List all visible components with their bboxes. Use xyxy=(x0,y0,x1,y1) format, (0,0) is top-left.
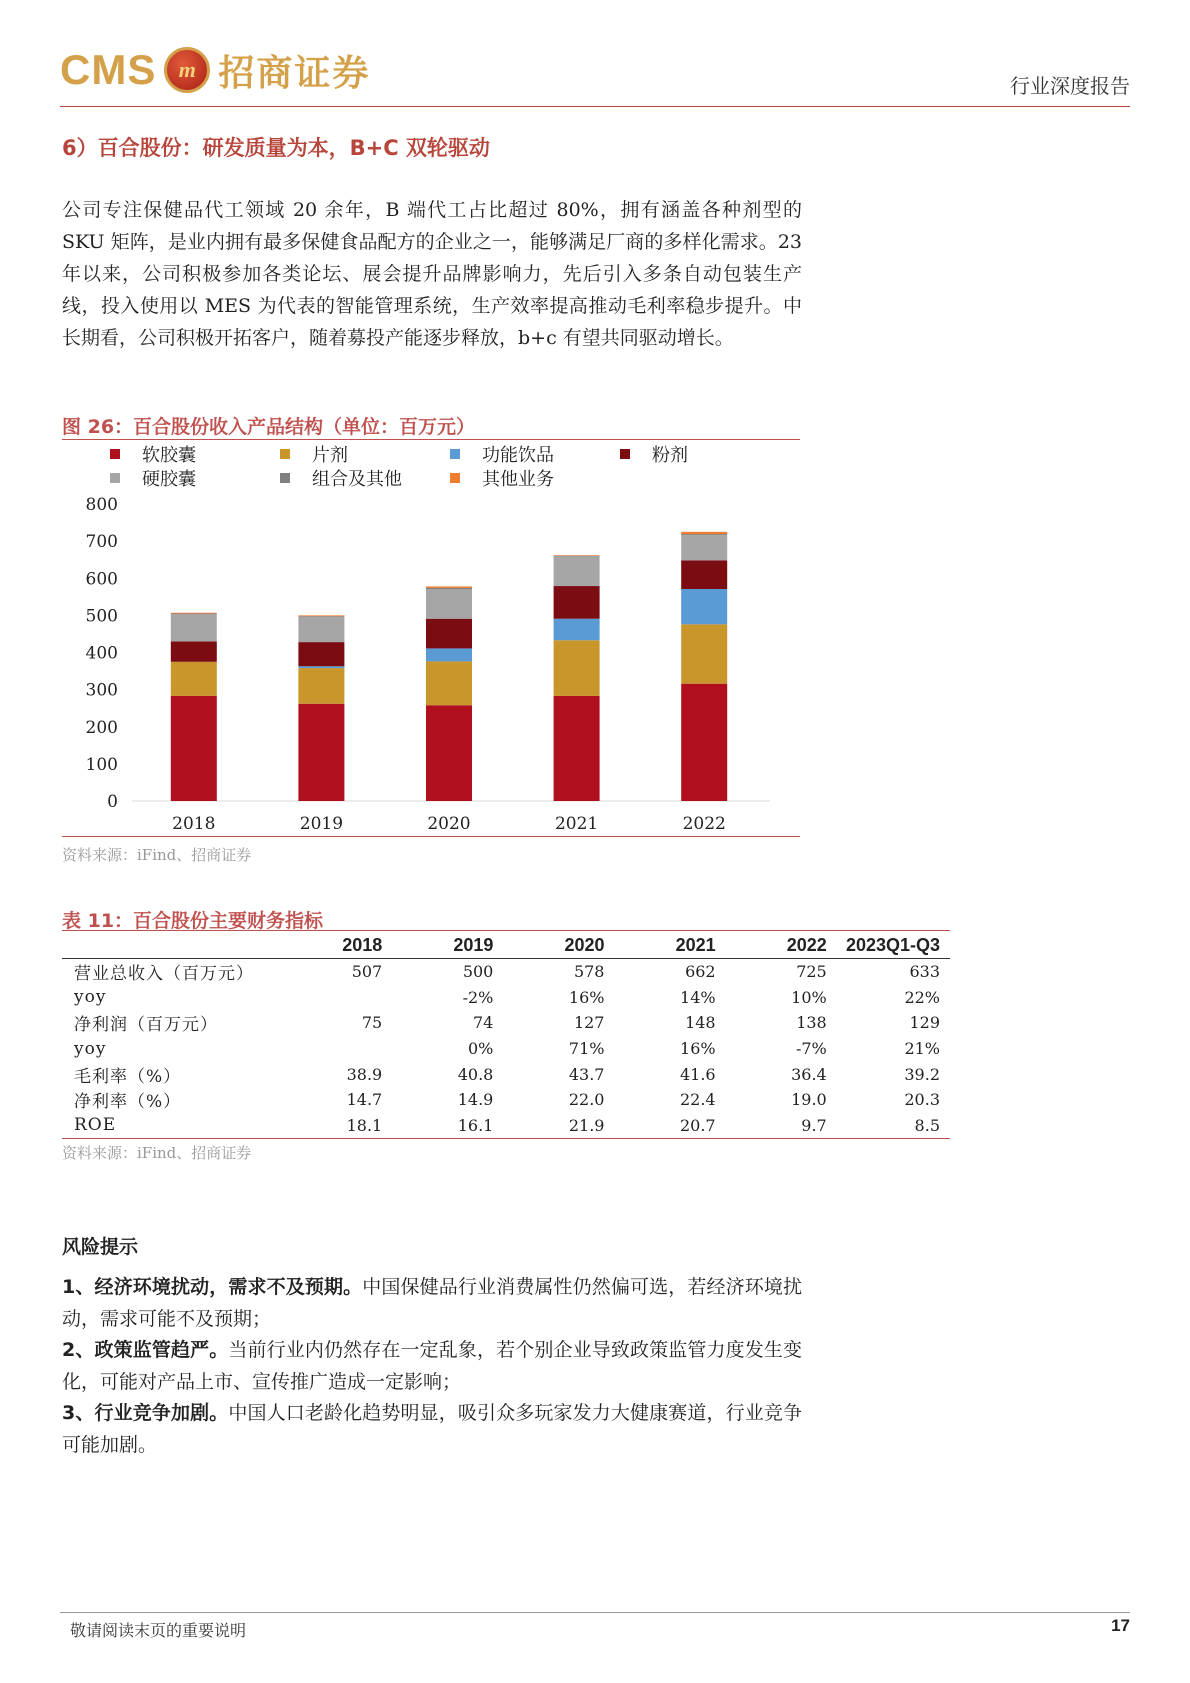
y-tick-label: 800 xyxy=(85,495,118,515)
risk-item xyxy=(62,1398,802,1461)
table-row xyxy=(62,1087,950,1113)
table-cell: 22.0 xyxy=(568,1090,605,1110)
table-cell: 662 xyxy=(685,962,716,982)
table-cell: 16% xyxy=(680,1039,716,1059)
table-cell: 129 xyxy=(909,1013,940,1033)
table-cell xyxy=(281,1036,392,1062)
risk-item xyxy=(62,1272,802,1335)
legend-item xyxy=(110,443,280,465)
legend-label: 硬胶囊 xyxy=(142,469,196,490)
bar-segment xyxy=(681,535,727,560)
bar-segment xyxy=(681,589,727,624)
risk-item-body: 中国保健品行业消费属性仍然偏可选，若经济环境扰动，需求可能不及预期； xyxy=(62,1276,802,1330)
table-header-cell: 2020 xyxy=(503,932,614,959)
y-tick-label: 0 xyxy=(107,792,118,812)
risk-list xyxy=(62,1272,802,1461)
bar-segment xyxy=(426,589,472,619)
table-cell: 507 xyxy=(351,962,383,982)
legend-item xyxy=(450,443,620,465)
table-cell: 41.6 xyxy=(679,1064,716,1084)
x-tick-label: 2021 xyxy=(554,814,599,834)
risk-item-body: 当前行业内仍然存在一定乱象，若个别企业导致政策监管力度发生变化，可能对产品上市、宣传推广造成一定影响； xyxy=(62,1339,802,1393)
table-source: 资料来源：iFind、招商证券 xyxy=(62,1144,252,1162)
table-row xyxy=(62,1113,950,1139)
table-cell: 0% xyxy=(467,1039,494,1059)
table-cell xyxy=(281,985,392,1011)
table-cell: 75 xyxy=(361,1013,383,1033)
bar-segment xyxy=(554,556,600,586)
legend-swatch xyxy=(280,473,290,483)
bar-segment xyxy=(426,586,472,587)
bar-segment xyxy=(298,616,344,617)
table-cell: 22.4 xyxy=(679,1090,716,1110)
legend-swatch xyxy=(450,449,460,459)
legend-label: 片剂 xyxy=(312,445,348,466)
legend-item xyxy=(450,467,620,489)
table-cell: -2% xyxy=(462,987,494,1007)
table-cell: 20.7 xyxy=(614,1113,725,1139)
table-cell: 38.9 xyxy=(346,1064,383,1084)
risk-item-body: 中国人口老龄化趋势明显，吸引众多玩家发力大健康赛道，行业竞争可能加剧。 xyxy=(62,1402,802,1456)
bar-segment xyxy=(171,696,217,801)
table-row xyxy=(62,985,950,1011)
row-label: yoy xyxy=(74,1038,107,1059)
bar-segment xyxy=(681,560,727,589)
table-cell: 10% xyxy=(791,987,827,1007)
table-cell: 74 xyxy=(473,1013,494,1033)
table-cell: 14.7 xyxy=(346,1090,383,1110)
report-type: 行业深度报告 xyxy=(1010,74,1130,98)
stacked-bar-chart xyxy=(62,490,782,835)
bar-segment xyxy=(681,532,727,534)
bar-segment xyxy=(171,614,217,615)
bar-segment xyxy=(554,619,600,641)
bar-segment xyxy=(554,586,600,619)
table-cell: 16.1 xyxy=(392,1113,503,1139)
table-header-cell: 2019 xyxy=(392,932,503,959)
risk-title: 风险提示 xyxy=(62,1236,139,1258)
table-top-rule xyxy=(62,930,950,931)
table-cell: 18.1 xyxy=(281,1113,392,1139)
bar-segment xyxy=(554,555,600,556)
bar-segment xyxy=(554,696,600,801)
y-tick-label: 700 xyxy=(85,532,118,553)
table-cell: 71% xyxy=(568,1039,605,1059)
logo-emblem-icon: m xyxy=(164,47,210,93)
table-cell: 14% xyxy=(680,987,716,1007)
company-logo xyxy=(60,44,370,96)
y-tick-label: 500 xyxy=(85,606,118,627)
table-cell: 21% xyxy=(904,1039,940,1059)
table-cell: 8.5 xyxy=(837,1113,950,1139)
table-cell: 22% xyxy=(904,987,940,1007)
row-label: 毛利率（%） xyxy=(74,1066,182,1087)
section-paragraph: 公司专注保健品代工领域 20 余年，B 端代工占比超过 80%，拥有涵盖各种剂型的 SKU 矩阵，是业内拥有最多保健食品配方的企业之一，能够满足厂商的多样化需求。23 年以来，公司积极参加各类论坛、展会提升品牌影响力，先后引入多条自动包装生产线，投入使用以 MES 为代表的智能管理系统，生产效率提高推动毛利率稳步提升。中长期看，公司积极开拓客户，随着募投产能逐步释放，b+c 有望共同驱动增长。 xyxy=(62,199,802,349)
legend-swatch xyxy=(110,473,120,483)
bar-segment xyxy=(554,640,600,696)
table-cell: 14.9 xyxy=(457,1090,494,1110)
table-cell: 633 xyxy=(909,962,940,982)
legend-label: 其他业务 xyxy=(482,469,554,490)
bar-segment xyxy=(171,662,217,696)
legend-label: 软胶囊 xyxy=(142,445,196,466)
figure-bottom-rule xyxy=(62,836,800,837)
table-cell: 138 xyxy=(796,1013,827,1033)
section-title: 6）百合股份：研发质量为本，B+C 双轮驱动 xyxy=(62,136,490,160)
bar-segment xyxy=(298,668,344,704)
table-cell: 20.3 xyxy=(904,1090,940,1110)
logo-text-cn: 招商证券 xyxy=(218,52,371,94)
table-cell: 127 xyxy=(573,1013,605,1033)
table-cell: 19.0 xyxy=(791,1090,827,1110)
table-cell: 36.4 xyxy=(791,1064,827,1084)
legend-label: 组合及其他 xyxy=(312,469,402,490)
bar-segment xyxy=(298,617,344,642)
table-row xyxy=(62,1010,950,1036)
page-number: 17 xyxy=(1111,1616,1130,1635)
bar-segment xyxy=(426,648,472,661)
table-cell: 39.2 xyxy=(904,1064,940,1084)
table-cell: 500 xyxy=(462,962,494,982)
table-row xyxy=(62,1036,950,1062)
table-cell: 16% xyxy=(568,987,605,1007)
table-cell: 21.9 xyxy=(503,1113,614,1139)
table-cell: -7% xyxy=(795,1039,827,1059)
bar-segment xyxy=(298,704,344,801)
row-label: yoy xyxy=(74,987,107,1008)
table-cell: 40.8 xyxy=(457,1064,494,1084)
bar-segment xyxy=(298,642,344,666)
table-header-cell xyxy=(62,932,281,959)
x-tick-label: 2020 xyxy=(427,814,471,834)
bar-segment xyxy=(426,588,472,589)
footer-divider xyxy=(60,1612,1130,1613)
legend-swatch xyxy=(280,449,290,459)
legend-label: 粉剂 xyxy=(652,445,688,466)
table-header-cell: 2018 xyxy=(281,932,392,959)
table-header-cell: 2023Q1-Q3 xyxy=(837,932,950,959)
figure-top-rule xyxy=(62,439,800,440)
row-label: ROE xyxy=(62,1113,281,1139)
logo-text-en: CMS xyxy=(60,46,157,93)
table-header-cell: 2021 xyxy=(614,932,725,959)
x-tick-label: 2022 xyxy=(682,814,726,834)
figure-source: 资料来源：iFind、招商证券 xyxy=(62,846,252,864)
figure-title: 图 26：百合股份收入产品结构（单位：百万元） xyxy=(62,416,476,438)
bar-segment xyxy=(298,666,344,668)
bar-segment xyxy=(681,624,727,683)
table-header-cell: 2022 xyxy=(726,932,837,959)
bar-segment xyxy=(171,641,217,661)
bar-segment xyxy=(171,614,217,641)
legend-item xyxy=(280,467,450,489)
legend-item xyxy=(280,443,450,465)
x-tick-label: 2018 xyxy=(172,814,216,834)
y-tick-label: 300 xyxy=(85,680,118,701)
x-tick-label: 2019 xyxy=(299,814,344,834)
legend-label: 功能饮品 xyxy=(482,445,554,466)
financial-table xyxy=(62,932,950,1139)
bar-segment xyxy=(171,613,217,614)
legend-swatch xyxy=(450,473,460,483)
row-label: 净利率（%） xyxy=(74,1092,182,1113)
header-divider xyxy=(60,106,1130,107)
table-cell: 725 xyxy=(796,962,827,982)
table-row xyxy=(62,1061,950,1087)
bar-segment xyxy=(681,684,727,801)
risk-item-head: 1、经济环境扰动，需求不及预期。 xyxy=(62,1276,363,1298)
footer-note: 敬请阅读末页的重要说明 xyxy=(70,1621,247,1640)
legend-swatch xyxy=(110,449,120,459)
table-title: 表 11：百合股份主要财务指标 xyxy=(62,910,324,932)
legend-swatch xyxy=(620,449,630,459)
y-tick-label: 100 xyxy=(85,754,118,775)
y-tick-label: 200 xyxy=(85,717,118,738)
y-tick-label: 400 xyxy=(85,643,118,664)
row-label: 营业总收入（百万元） xyxy=(74,964,254,985)
legend-item xyxy=(620,443,750,465)
risk-item-head: 2、政策监管趋严。 xyxy=(62,1339,229,1361)
risk-item xyxy=(62,1335,802,1398)
chart-legend xyxy=(110,443,750,489)
table-cell: 9.7 xyxy=(726,1113,837,1139)
y-tick-label: 600 xyxy=(85,569,118,590)
risk-item-head: 3、行业竞争加剧。 xyxy=(62,1402,229,1424)
bar-segment xyxy=(426,661,472,705)
table-cell: 43.7 xyxy=(568,1064,605,1084)
bar-segment xyxy=(426,705,472,801)
bar-segment xyxy=(298,615,344,616)
table-row xyxy=(62,959,950,985)
table-cell: 578 xyxy=(573,962,605,982)
bar-segment xyxy=(681,534,727,535)
row-label: 净利润（百万元） xyxy=(74,1015,218,1036)
bar-segment xyxy=(426,619,472,649)
table-cell: 148 xyxy=(685,1013,716,1033)
legend-item xyxy=(110,467,280,489)
